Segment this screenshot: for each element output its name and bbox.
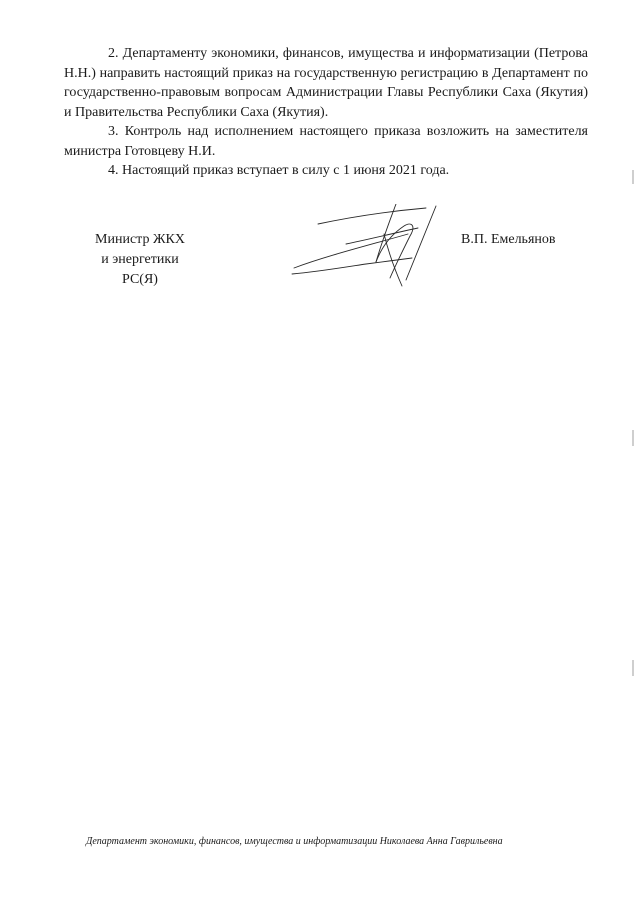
signature-block	[0, 226, 640, 306]
handwritten-signature	[286, 204, 446, 294]
position-line: Министр ЖКХ	[95, 232, 185, 247]
paragraph-4: 4. Настоящий приказ вступает в силу с 1 июня 2021 года.	[108, 163, 450, 178]
executor-footer: Департамент экономики, финансов, имущества и информатизации Николаева Анна Гаврильевна	[86, 836, 503, 847]
signer-position	[80, 230, 200, 290]
order-body	[64, 44, 588, 181]
position-line: и энергетики	[101, 252, 179, 267]
scan-edge-mark	[632, 430, 634, 446]
scan-edge-mark	[632, 170, 634, 184]
position-line: РС(Я)	[122, 272, 158, 287]
signer-name: В.П. Емельянов	[461, 232, 556, 247]
paragraph-2: 2. Департаменту экономики, финансов, имущества и информатизации (Петрова Н.Н.) направить настоящий приказ на государственную регистрацию в Департамент по государственно-правовым вопросам Администрации Главы Республики Саха (Якутия) и Правительства Республики Саха (Якутия).	[64, 46, 588, 120]
paragraph-3: 3. Контроль над исполнением настоящего приказа возложить на заместителя министра Готовцеву Н.И.	[64, 124, 588, 159]
scan-edge-mark	[632, 660, 634, 676]
